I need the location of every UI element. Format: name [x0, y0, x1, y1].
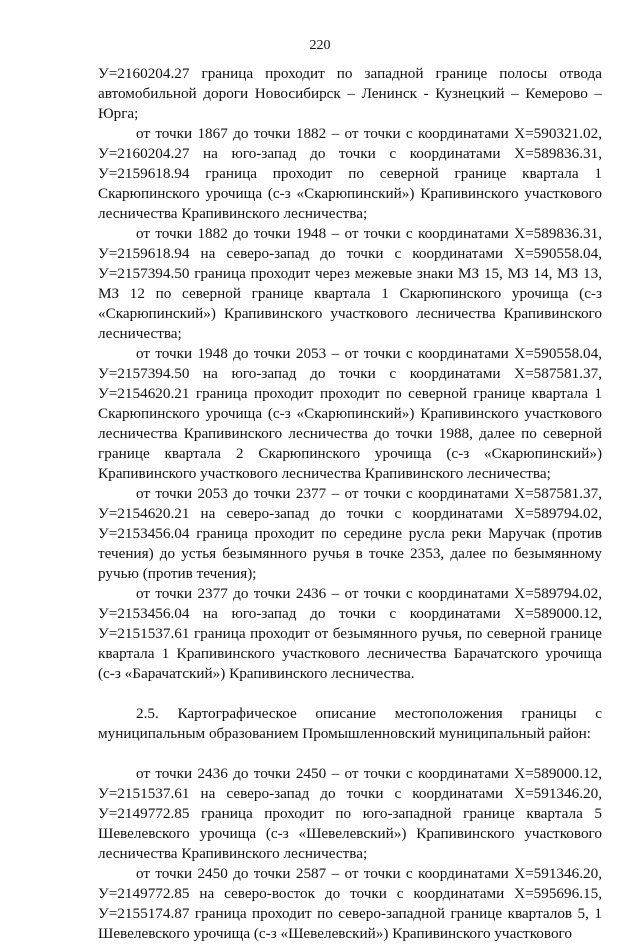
paragraph: У=2160204.27 граница проходит по западной границе полосы отвода автомобильной дороги Новосибирск – Ленинск - Кузнецкий – Кемерово – Юрга;	[98, 65, 602, 122]
section-heading: 2.5. Картографическое описание местоположения границы с муниципальным образованием Промышленновский муниципальный район:	[98, 705, 602, 742]
paragraph: от точки 2377 до точки 2436 – от точки с координатами Х=589794.02, У=2153456.04 на юго-запад до точки с координатами Х=589000.12, У=2151537.61 граница проходит от безымянного ручья, по северной границе квартала 1 Крапивинского участкового лесничества Барачатского урочища (с-з «Барачатский») Крапивинского лесничества.	[98, 585, 602, 682]
paragraph: от точки 2450 до точки 2587 – от точки с координатами Х=591346.20, У=2149772.85 на северо-восток до точки с координатами Х=595696.15, У=2155174.87 граница проходит по северо-западной границе кварталов 5, 1 Шевелевского урочища (с-з «Шевелевский») Крапивинского участкового	[98, 865, 602, 942]
page-number: 220	[309, 38, 331, 53]
document-body	[98, 64, 602, 944]
paragraph: от точки 1882 до точки 1948 – от точки с координатами Х=589836.31, У=2159618.94 на северо-запад до точки с координатами Х=590558.04, У=2157394.50 граница проходит через межевые знаки МЗ 15, МЗ 14, МЗ 13, МЗ 12 по северной границе квартала 1 Скарюпинского урочища (с-з «Скарюпинский») Крапивинского участкового лесничества Крапивинского лесничества;	[98, 225, 602, 342]
spacer	[98, 744, 602, 764]
paragraph: от точки 1867 до точки 1882 – от точки с координатами Х=590321.02, У=2160204.27 на юго-запад до точки с координатами Х=589836.31, У=2159618.94 граница проходит по северной границе квартала 1 Скарюпинского урочища (с-з «Скарюпинский») Крапивинского участкового лесничества Крапивинского лесничества;	[98, 125, 602, 222]
spacer	[98, 684, 602, 704]
paragraph: от точки 1948 до точки 2053 – от точки с координатами Х=590558.04, У=2157394.50 на юго-запад до точки с координатами Х=587581.37, У=2154620.21 граница проходит проходит по северной границе квартала 1 Скарюпинского урочища (с-з «Скарюпинский») Крапивинского участкового лесничества Крапивинского лесничества до точки 1988, далее по северной границе квартала 2 Скарюпинского урочища (с-з «Скарюпинский») Крапивинского участкового лесничества Крапивинского лесничества;	[98, 345, 602, 482]
paragraph: от точки 2436 до точки 2450 – от точки с координатами Х=589000.12, У=2151537.61 на северо-запад до точки с координатами Х=591346.20, У=2149772.85 граница проходит по юго-западной границе квартала 5 Шевелевского урочища (с-з «Шевелевский») Крапивинского участкового лесничества Крапивинского лесничества;	[98, 765, 602, 862]
paragraph: от точки 2053 до точки 2377 – от точки с координатами Х=587581.37, У=2154620.21 на северо-запад до точки с координатами Х=589794.02, У=2153456.04 граница проходит по середине русла реки Маручак (против течения) до устья безымянного ручья в точке 2353, далее по безымянному ручью (против течения);	[98, 485, 602, 582]
